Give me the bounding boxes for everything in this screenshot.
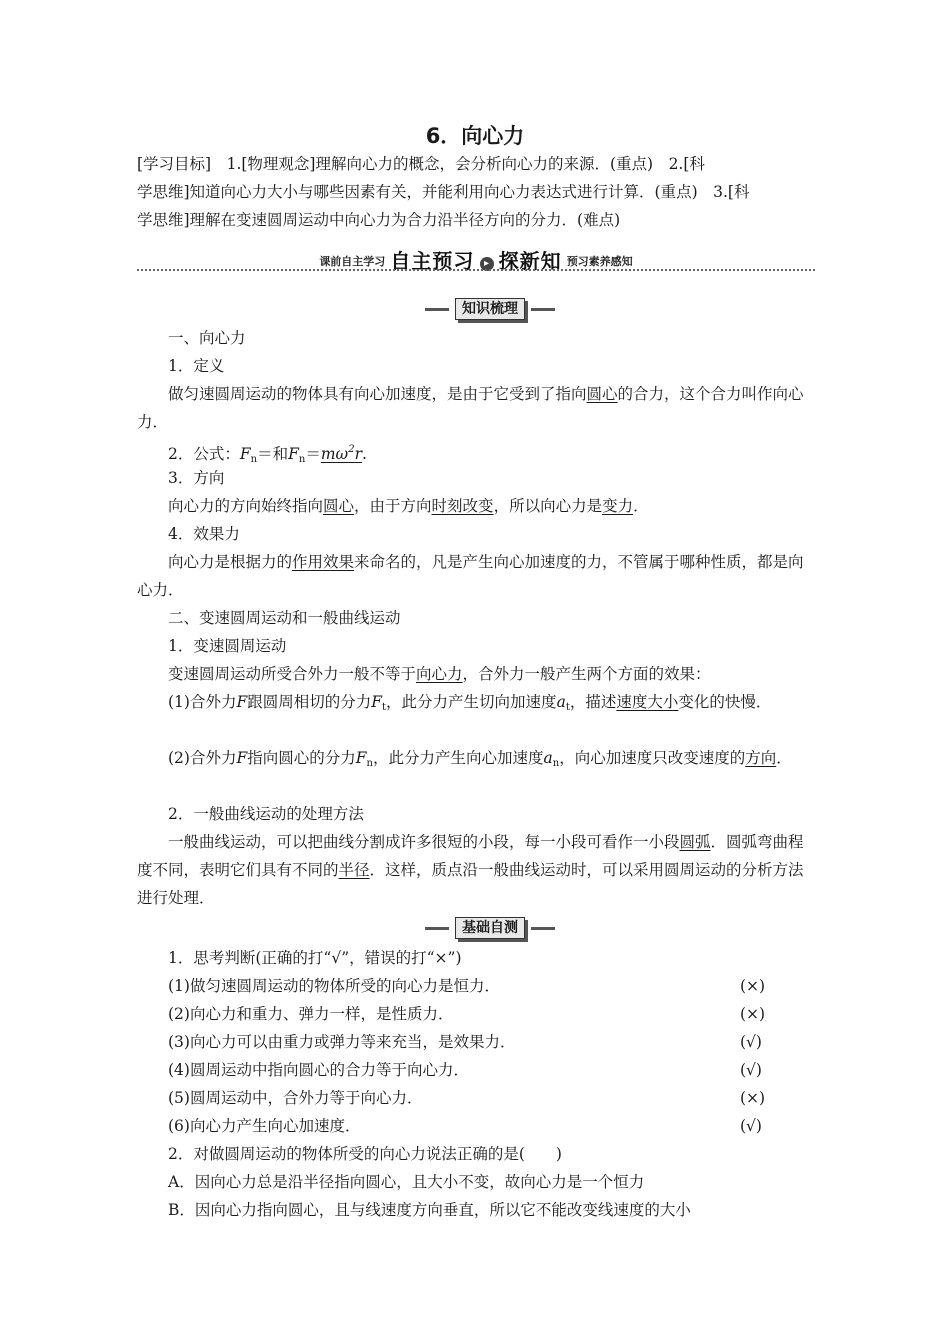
heading-variable-motion: 二、变速圆周运动和一般曲线运动 <box>168 609 401 627</box>
formula-symbol: ω <box>335 445 349 463</box>
page-title: 6．向心力 <box>425 124 525 148</box>
banner-right-caption: 预习素养感知 <box>566 255 633 268</box>
judgement-item: (6)向心力产生向心加速度． <box>168 1117 361 1135</box>
section-heading-knowledge <box>425 298 555 320</box>
answer-blank: 半径 <box>338 861 370 879</box>
judgement-mark: (√) <box>740 1061 762 1079</box>
formula-subscript: n <box>366 758 373 769</box>
text-run: ，所以向心力是 <box>493 497 603 515</box>
formula-symbol: F <box>355 749 367 767</box>
text-run: ＝和 <box>257 445 289 463</box>
text-run: ，此分力产生切向加速度 <box>386 693 557 711</box>
formula-symbol: F <box>236 693 248 711</box>
answer-blank: 圆心 <box>586 385 618 403</box>
formula-subscript: t <box>565 702 570 713</box>
formula-symbol: r <box>354 445 362 463</box>
text-run: 向心力是根据力的 <box>168 553 293 571</box>
formula-symbol: F <box>371 693 383 711</box>
text-run: ，合外力一般产生两个方面的效果： <box>462 665 711 683</box>
direction-paragraph <box>137 492 815 520</box>
text-run: 做匀速圆周运动的物体具有向心加速度，是由于它受到了指向 <box>168 385 587 403</box>
text-run: 的合力，这个合力叫作向心力． <box>137 385 804 431</box>
heading-bar-right <box>531 927 555 930</box>
heading-label: 知识梳理 <box>455 298 525 320</box>
answer-blank: 变力 <box>602 497 634 515</box>
answer-blank: 时刻改变 <box>431 497 494 515</box>
answer-blank: 速度大小 <box>616 693 679 711</box>
judgement-mark: (×) <box>740 1089 766 1107</box>
objectives-line-1: [学习目标] 1.[物理观念]理解向心力的概念，会分析向心力的来源．(重点) 2.[科 <box>137 155 705 173</box>
text-run: ．这样，质点沿一般曲线运动时，可以采用圆周运动的分析方法进行处理． <box>137 861 804 907</box>
general-curve-paragraph <box>137 828 815 912</box>
objectives-line-2: 学思维]知道向心力大小与哪些因素有关，并能利用向心力表达式进行计算．(重点) 3.[科 <box>137 183 750 201</box>
text-run: (1)合外力 <box>168 693 237 711</box>
section-banner <box>137 245 815 271</box>
heading-bar-left <box>425 308 449 311</box>
banner-title-2: 探新知 <box>498 249 562 273</box>
judgement-mark: (×) <box>740 1005 766 1023</box>
formula-symbol: F <box>288 445 299 463</box>
formula-symbol: a <box>556 693 566 711</box>
judgement-item: (4)圆周运动中指向圆心的合力等于向心力． <box>168 1061 469 1079</box>
text-run: ，描述 <box>569 693 617 711</box>
text-run: 来命名的，凡是产生向心加速度的力，不管属于哪种性质，都是向心力． <box>137 553 804 599</box>
banner-dotted-rule <box>137 269 815 271</box>
banner-title-1: 自主预习 <box>390 249 475 273</box>
definition-paragraph <box>137 380 815 436</box>
heading-bar-left <box>425 927 449 930</box>
heading-centripetal-force: 一、向心力 <box>168 329 246 347</box>
text-run: 2．公式： <box>168 445 240 463</box>
judgement-item: (3)向心力可以由重力或弹力等来充当，是效果力． <box>168 1033 516 1051</box>
banner-arrow-icon: ▸ <box>480 257 494 271</box>
effect-paragraph <box>137 548 815 604</box>
formula-superscript: 2 <box>348 444 355 455</box>
judgement-mark: (×) <box>740 977 766 995</box>
text-run: ． <box>776 749 792 767</box>
question-2-option-a: A．因向心力总是沿半径指向圆心，且大小不变，故向心力是一个恒力 <box>168 1173 645 1191</box>
answer-blank: 向心力 <box>416 665 463 683</box>
text-run: ． <box>633 497 649 515</box>
heading-bar-right <box>531 308 555 311</box>
judgement-item: (1)做匀速圆周运动的物体所受的向心力是恒力． <box>168 977 500 995</box>
text-run: 一般曲线运动，可以把曲线分割成许多很短的小段，每一小段可看作一小段 <box>168 833 680 851</box>
heading-direction: 3．方向 <box>168 469 225 487</box>
text-run: ＝ <box>305 445 321 463</box>
formula-subscript: n <box>552 758 560 769</box>
text-run: 变速圆周运动所受合外力一般不等于 <box>168 665 417 683</box>
heading-effect-force: 4．效果力 <box>168 525 240 543</box>
normal-paragraph <box>137 744 815 778</box>
heading-label: 基础自测 <box>455 917 525 939</box>
text-run: 跟圆周相切的分力 <box>247 693 372 711</box>
question-1-stem: 1．思考判断(正确的打“√”，错误的打“×”) <box>168 949 462 967</box>
text-run: 变化的快慢． <box>678 693 772 711</box>
judgement-item: (5)圆周运动中，合外力等于向心力． <box>168 1089 423 1107</box>
tangential-paragraph <box>137 688 815 722</box>
formula-subscript: n <box>298 454 306 465</box>
formula-symbol: m <box>320 445 336 463</box>
variable-paragraph <box>137 660 815 688</box>
judgement-item: (2)向心力和重力、弹力一样，是性质力． <box>168 1005 454 1023</box>
text-run: ，由于方向 <box>354 497 432 515</box>
formula-symbol: F <box>236 749 248 767</box>
answer-blank: 方向 <box>745 749 777 767</box>
objectives-line-3: 学思维]理解在变速圆周运动中向心力为合力沿半径方向的分力．(难点) <box>137 211 621 229</box>
text-run: ．圆弧弯曲程度不同，表明它们具有不同的 <box>137 833 804 879</box>
section-heading-selftest <box>425 917 555 939</box>
banner-left-caption: 课前自主学习 <box>319 255 386 268</box>
text-run: ，向心加速度只改变速度的 <box>559 749 746 767</box>
text-run: (2)合外力 <box>168 749 237 767</box>
heading-definition: 1．定义 <box>168 357 225 375</box>
heading-general-curve: 2．一般曲线运动的处理方法 <box>168 805 364 823</box>
text-run: ，此分力产生向心加速度 <box>372 749 544 767</box>
formula-answer <box>321 445 362 463</box>
question-2-stem: 2．对做圆周运动的物体所受的向心力说法正确的是( ) <box>168 1145 562 1163</box>
formula-symbol: a <box>543 749 553 767</box>
formula-symbol: F <box>239 445 251 463</box>
question-2-option-b: B．因向心力指向圆心，且与线速度方向垂直，所以它不能改变线速度的大小 <box>168 1201 691 1219</box>
text-run: 向心力的方向始终指向 <box>168 497 324 515</box>
heading-variable-circular: 1．变速圆周运动 <box>168 637 287 655</box>
text-run: . <box>361 445 367 463</box>
judgement-mark: (√) <box>740 1117 762 1135</box>
judgement-mark: (√) <box>740 1033 762 1051</box>
answer-blank: 圆弧 <box>679 833 711 851</box>
formula-subscript: t <box>382 702 387 713</box>
formula-subscript: n <box>250 454 258 465</box>
text-run: 指向圆心的分力 <box>247 749 356 767</box>
answer-blank: 作用效果 <box>292 553 355 571</box>
answer-blank: 圆心 <box>323 497 355 515</box>
